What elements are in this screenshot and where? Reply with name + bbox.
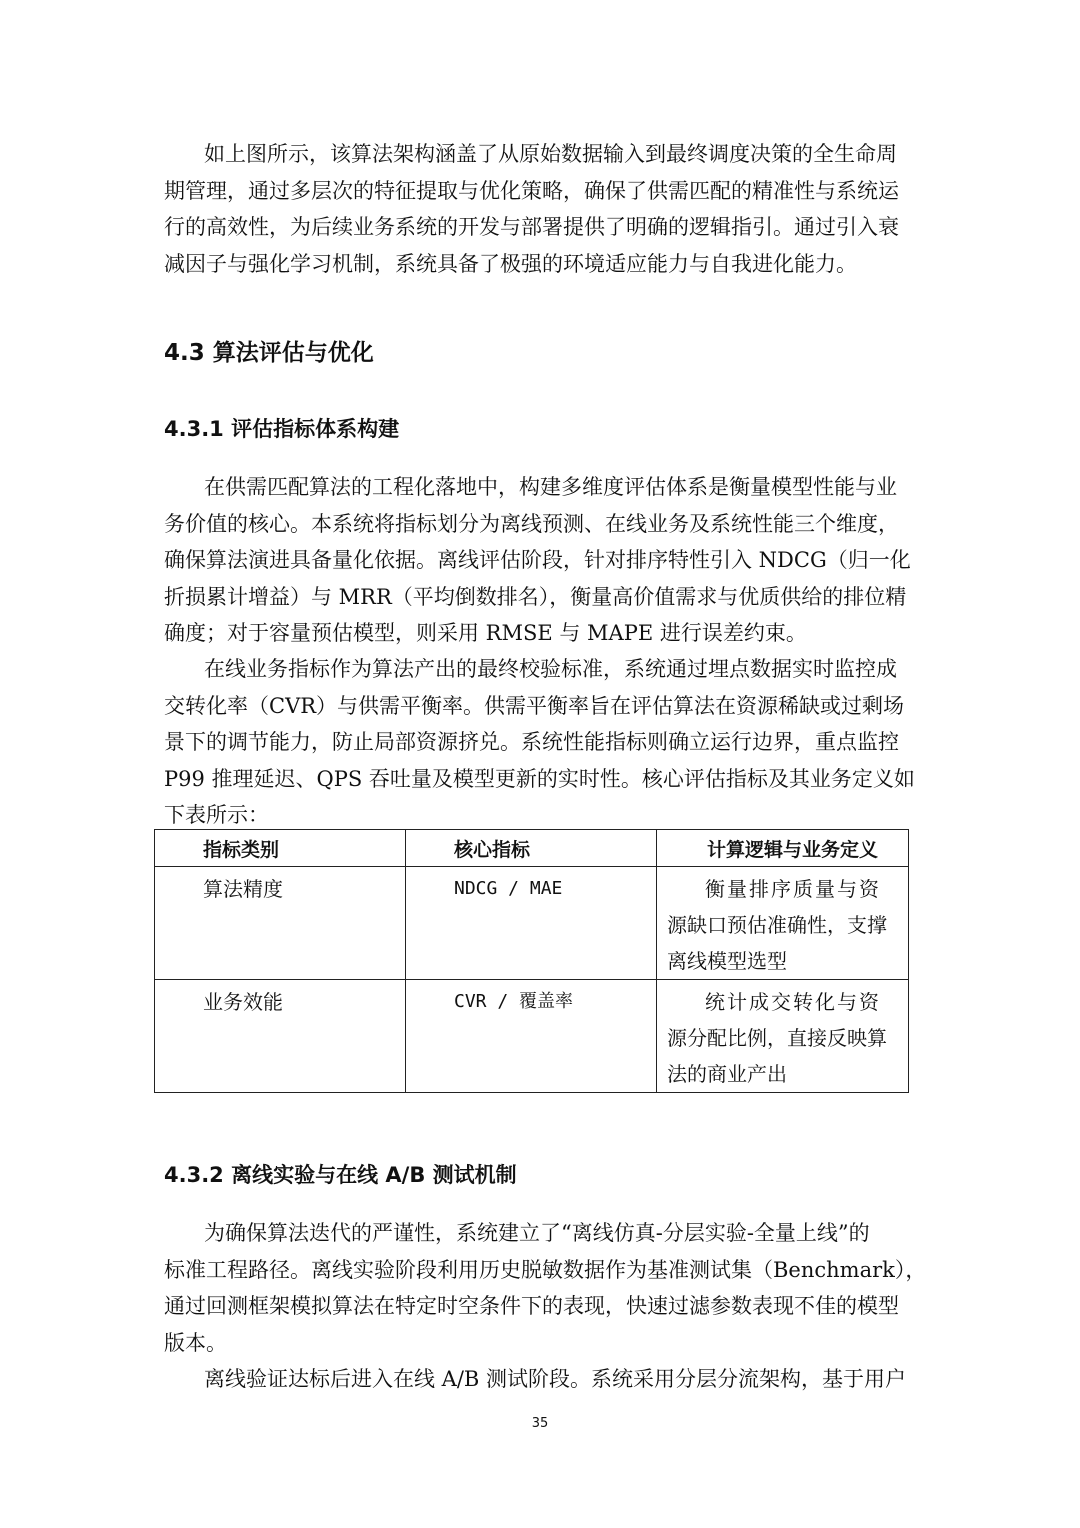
table-cell-category	[155, 867, 406, 980]
page-number: 35	[531, 1416, 549, 1431]
text-line: 标准工程路径。离线实验阶段利用历史脱敏数据作为基准测试集（Benchmark），	[164, 1257, 927, 1282]
cell-line: 法的商业产出	[667, 1062, 787, 1086]
text-line: 为确保算法迭代的严谨性，系统建立了“离线仿真-分层实验-全量上线”的	[204, 1221, 870, 1245]
text-line: P99 推理延迟、QPS 吞吐量及模型更新的实时性。核心评估指标及其业务定义如	[164, 766, 915, 791]
section-4-3-2-paragraph-1	[164, 1215, 927, 1361]
text-line: 确保算法演进具备量化依据。离线评估阶段，针对排序特性引入 NDCG（归一化	[164, 548, 911, 572]
table-cell-metric	[406, 867, 657, 980]
table-header-row	[155, 830, 909, 867]
text-line: 在线业务指标作为算法产出的最终校验标准，系统通过埋点数据实时监控成	[204, 657, 897, 681]
section-4-3-1-paragraph-1	[164, 469, 916, 652]
cell-text: NDCG / MAE	[454, 878, 563, 899]
text-line: 通过回测框架模拟算法在特定时空条件下的表现，快速过滤参数表现不佳的模型	[164, 1294, 899, 1318]
text-line: 行的高效性，为后续业务系统的开发与部署提供了明确的逻辑指引。通过引入衰	[164, 215, 899, 239]
section-heading-4-3-1: 4.3.1 评估指标体系构建	[164, 417, 400, 441]
intro-paragraph	[164, 136, 916, 282]
text-line: 如上图所示，该算法架构涵盖了从原始数据输入到最终调度决策的全生命周	[204, 142, 897, 166]
cell-line: 源缺口预估准确性，支撑	[667, 913, 887, 937]
cell-text: 业务效能	[203, 990, 283, 1014]
text-line: 交转化率（CVR）与供需平衡率。供需平衡率旨在评估算法在资源稀缺或过剩场	[164, 693, 905, 718]
text-line: 减因子与强化学习机制，系统具备了极强的环境适应能力与自我进化能力。	[164, 251, 857, 276]
cell-text: CVR / 覆盖率	[454, 991, 574, 1012]
table-cell-definition	[657, 980, 909, 1093]
text-line: 折损累计增益）与 MRR（平均倒数排名），衡量高价值需求与优质供给的排位精	[164, 584, 907, 609]
table-cell-metric	[406, 980, 657, 1093]
table-row	[155, 867, 909, 980]
cell-line: 衡量排序质量与资	[705, 877, 881, 901]
table-row	[155, 980, 909, 1093]
text-line: 确度；对于容量预估模型，则采用 RMSE 与 MAPE 进行误差约束。	[164, 621, 807, 645]
text-line: 版本。	[164, 1330, 227, 1355]
text-line: 下表所示：	[164, 803, 269, 827]
column-header-metric: 核心指标	[406, 830, 657, 867]
section-heading-4-3-2: 4.3.2 离线实验与在线 A/B 测试机制	[164, 1163, 517, 1187]
table-cell-category	[155, 980, 406, 1093]
text-line: 离线验证达标后进入在线 A/B 测试阶段。系统采用分层分流架构，基于用户	[204, 1367, 907, 1391]
section-4-3-2-paragraph-2	[164, 1361, 916, 1398]
metrics-table	[154, 829, 909, 1093]
table-cell-definition	[657, 867, 909, 980]
cell-line: 源分配比例，直接反映算	[667, 1026, 887, 1050]
text-line: 在供需匹配算法的工程化落地中，构建多维度评估体系是衡量模型性能与业	[204, 475, 897, 499]
text-line: 景下的调节能力，防止局部资源挤兑。系统性能指标则确立运行边界，重点监控	[164, 730, 899, 754]
column-header-definition: 计算逻辑与业务定义	[657, 830, 909, 867]
cell-line: 离线模型选型	[667, 949, 787, 973]
column-header-category: 指标类别	[155, 830, 406, 867]
text-line: 期管理，通过多层次的特征提取与优化策略，确保了供需匹配的精准性与系统运	[164, 178, 899, 203]
cell-text: 算法精度	[203, 877, 283, 901]
section-4-3-1-paragraph-2	[164, 651, 916, 834]
cell-line: 统计成交转化与资	[705, 990, 881, 1014]
section-heading-4-3: 4.3 算法评估与优化	[164, 340, 374, 366]
text-line: 务价值的核心。本系统将指标划分为离线预测、在线业务及系统性能三个维度，	[164, 511, 899, 536]
